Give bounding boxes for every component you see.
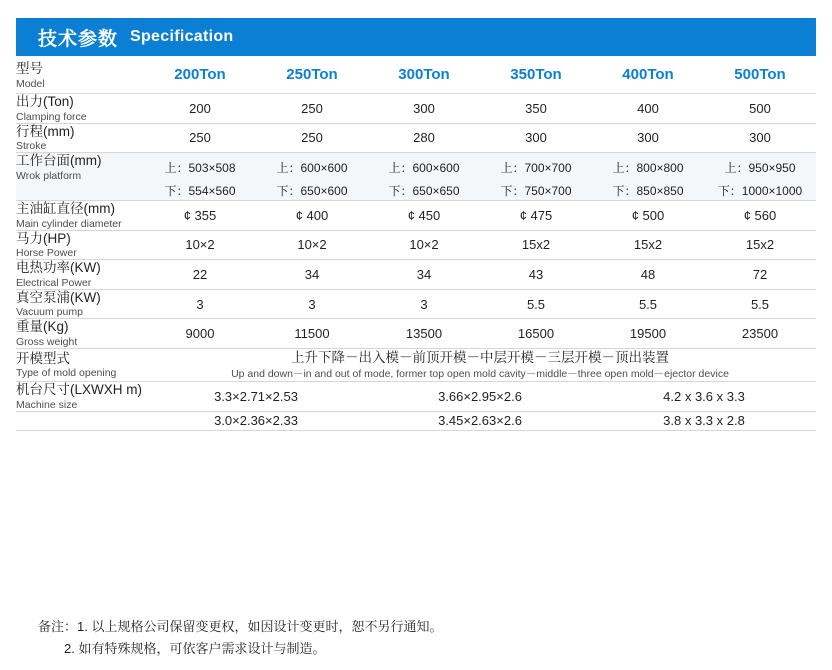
- cell-value: 10×2: [368, 230, 480, 260]
- cell-value: ¢ 475: [480, 201, 592, 231]
- row-label-work-platform: 工作台面(mm) Wrok platform: [16, 153, 144, 182]
- cell-value: 23500: [704, 319, 816, 349]
- cell-value: 200: [144, 94, 256, 124]
- header-label-model-cn: 型号: [16, 61, 43, 77]
- cell-value: 下：650×650: [368, 182, 480, 201]
- machine-size-value: 3.66×2.95×2.6: [368, 382, 592, 412]
- row-label-mold-opening: 开模型式 Type of mold opening: [16, 349, 144, 382]
- table-row: [16, 153, 816, 182]
- table-row: [16, 201, 816, 231]
- table-row: [16, 94, 816, 124]
- cell-value: 上：503×508: [144, 153, 256, 182]
- cell-value: 43: [480, 260, 592, 290]
- cell-value: 3: [368, 289, 480, 319]
- note-line-1: 备注：1. 以上规格公司保留变更权，如因设计变更时，恕不另行通知。: [38, 619, 443, 634]
- cell-value: 400: [592, 94, 704, 124]
- header-label-model-en: Model: [16, 77, 45, 90]
- cell-value: 19500: [592, 319, 704, 349]
- cell-value: 250: [144, 123, 256, 153]
- row-label-work-platform-lower: [16, 182, 144, 201]
- cell-value: 16500: [480, 319, 592, 349]
- cell-value: 5.5: [592, 289, 704, 319]
- cell-value: 34: [256, 260, 368, 290]
- row-label-main-cylinder-diameter: 主油缸直径(mm) Main cylinder diameter: [16, 201, 144, 231]
- note-line-2: 2. 如有特殊规格，可依客户需求设计与制造。: [64, 641, 326, 657]
- table-row-machine-size-2: [16, 411, 816, 430]
- cell-value: 11500: [256, 319, 368, 349]
- notes-block: [38, 616, 442, 660]
- cell-value: 10×2: [256, 230, 368, 260]
- title-bar: [16, 18, 816, 56]
- cell-value: 下：1000×1000: [704, 182, 816, 201]
- cell-value: ¢ 400: [256, 201, 368, 231]
- table-row: [16, 182, 816, 201]
- row-label-gross-weight: 重量(Kg) Gross weight: [16, 319, 144, 349]
- machine-size-value: 3.3×2.71×2.53: [144, 382, 368, 412]
- cell-value: 上：600×600: [368, 153, 480, 182]
- cell-value: 5.5: [480, 289, 592, 319]
- cell-value: 下：750×700: [480, 182, 592, 201]
- model-column-3: 300Ton: [368, 58, 480, 94]
- cell-value: ¢ 355: [144, 201, 256, 231]
- row-label-clamping-force: 出力(Ton) Clamping force: [16, 94, 144, 124]
- header-label-model: [16, 58, 144, 94]
- cell-value: 下：850×850: [592, 182, 704, 201]
- mold-opening-value: 上升下降－出入模－前顶开模－中层开模－三层开模－顶出装置 Up and down－in and out of mode, former top open mold cavity－middle－three open mold－ejector device: [144, 349, 816, 382]
- cell-value: 15x2: [704, 230, 816, 260]
- cell-value: 上：600×600: [256, 153, 368, 182]
- machine-size-value: 4.2 x 3.6 x 3.3: [592, 382, 816, 412]
- specification-table: [16, 58, 816, 431]
- title-en: Specification: [130, 28, 234, 45]
- cell-value: 72: [704, 260, 816, 290]
- cell-value: 300: [592, 123, 704, 153]
- model-column-1: 200Ton: [144, 58, 256, 94]
- cell-value: 350: [480, 94, 592, 124]
- row-label-machine-size-blank: [16, 411, 144, 430]
- cell-value: 300: [480, 123, 592, 153]
- row-label-horse-power: 马力(HP) Horse Power: [16, 230, 144, 260]
- cell-value: 10×2: [144, 230, 256, 260]
- cell-value: ¢ 500: [592, 201, 704, 231]
- cell-value: 13500: [368, 319, 480, 349]
- row-label-machine-size: 机台尺寸(LXWXH m) Machine size: [16, 382, 142, 411]
- machine-size-value: 3.8 x 3.3 x 2.8: [592, 411, 816, 430]
- table-row-mold-opening: [16, 349, 816, 382]
- table-row: [16, 123, 816, 153]
- cell-value: 250: [256, 123, 368, 153]
- cell-value: 下：554×560: [144, 182, 256, 201]
- model-column-5: 400Ton: [592, 58, 704, 94]
- cell-value: 上：700×700: [480, 153, 592, 182]
- table-row: [16, 319, 816, 349]
- cell-value: 280: [368, 123, 480, 153]
- table-header-row: [16, 58, 816, 94]
- cell-value: 15x2: [480, 230, 592, 260]
- cell-value: 下：650×600: [256, 182, 368, 201]
- cell-value: ¢ 560: [704, 201, 816, 231]
- machine-size-value: 3.45×2.63×2.6: [368, 411, 592, 430]
- cell-value: 250: [256, 94, 368, 124]
- cell-value: 300: [368, 94, 480, 124]
- model-column-6: 500Ton: [704, 58, 816, 94]
- row-label-electrical-power: 电热功率(KW) Electrical Power: [16, 260, 144, 290]
- cell-value: 34: [368, 260, 480, 290]
- cell-value: ¢ 450: [368, 201, 480, 231]
- table-row: [16, 289, 816, 319]
- table-row-machine-size: [16, 382, 816, 412]
- row-label-stroke: 行程(mm) Stroke: [16, 123, 144, 153]
- machine-size-value: 3.0×2.36×2.33: [144, 411, 368, 430]
- cell-value: 5.5: [704, 289, 816, 319]
- cell-value: 9000: [144, 319, 256, 349]
- model-column-4: 350Ton: [480, 58, 592, 94]
- title-cn: 技术参数: [38, 28, 119, 50]
- cell-value: 500: [704, 94, 816, 124]
- cell-value: 3: [144, 289, 256, 319]
- table-row: [16, 260, 816, 290]
- cell-value: 300: [704, 123, 816, 153]
- model-column-2: 250Ton: [256, 58, 368, 94]
- row-label-vacuum-pump: 真空泵浦(KW) Vacuum pump: [16, 289, 144, 319]
- cell-value: 48: [592, 260, 704, 290]
- cell-value: 3: [256, 289, 368, 319]
- cell-value: 22: [144, 260, 256, 290]
- table-row: [16, 230, 816, 260]
- cell-value: 上：800×800: [592, 153, 704, 182]
- cell-value: 上：950×950: [704, 153, 816, 182]
- cell-value: 15x2: [592, 230, 704, 260]
